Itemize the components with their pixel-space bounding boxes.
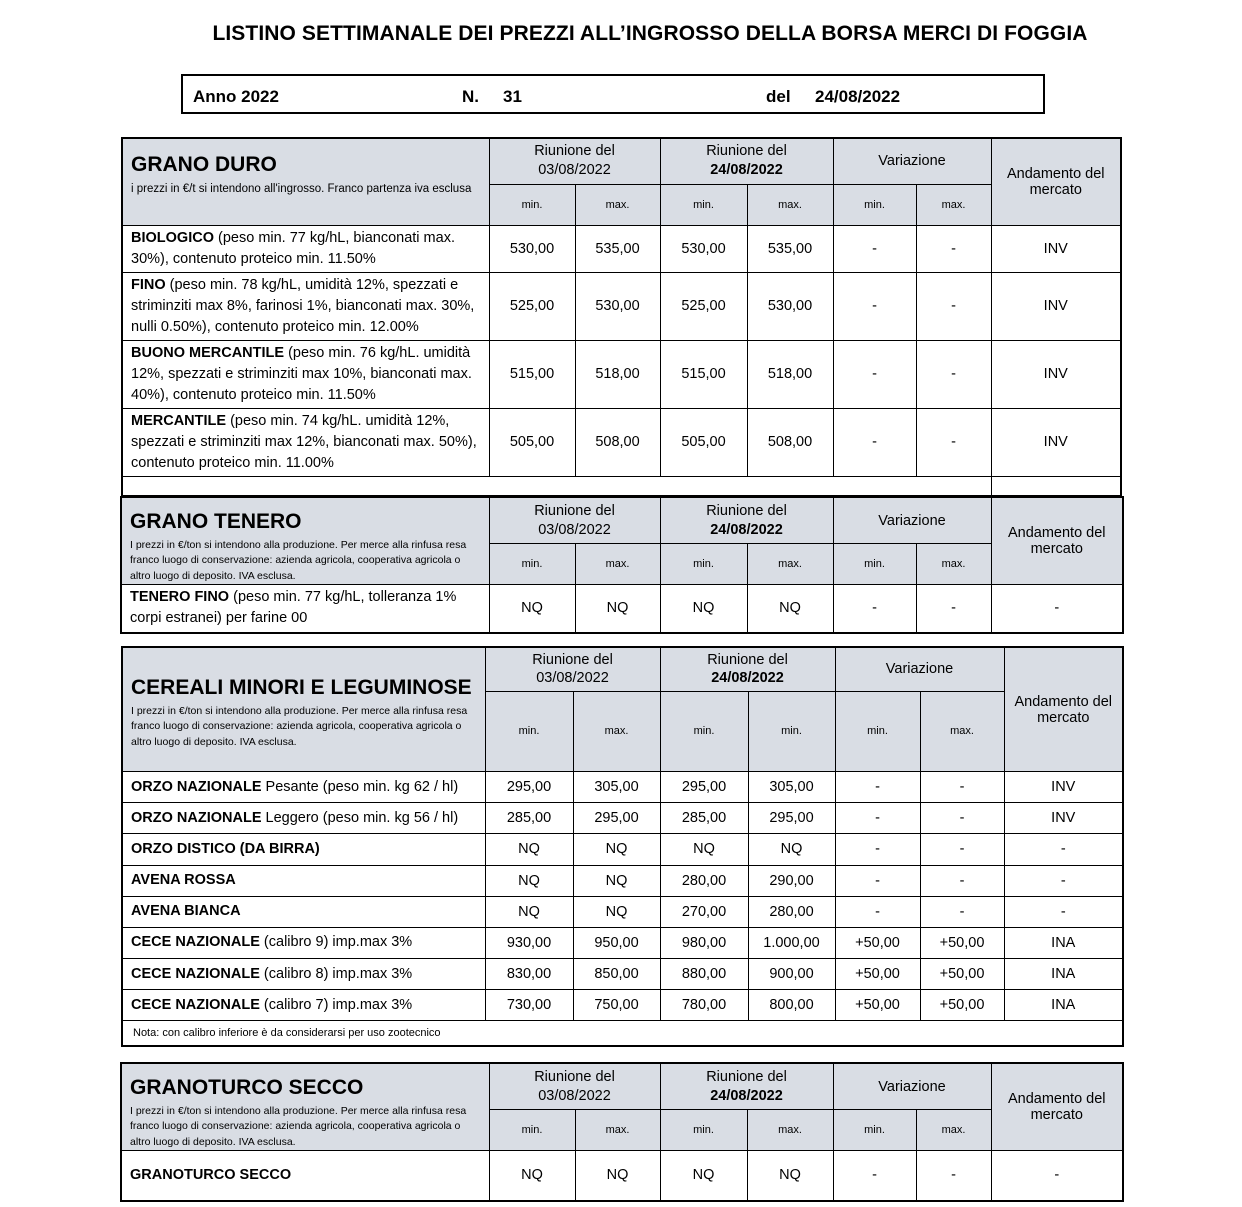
product-description bbox=[122, 803, 485, 834]
product-name: GRANOTURCO SECCO bbox=[130, 1166, 292, 1183]
prev-max-value: 530,00 bbox=[575, 272, 660, 340]
curr-max-value: NQ bbox=[747, 584, 833, 633]
variation-header: Variazione bbox=[835, 647, 1004, 691]
var-max-value: - bbox=[916, 408, 991, 476]
prev-max-value: 295,00 bbox=[573, 803, 660, 834]
curr-min-value: 515,00 bbox=[660, 340, 747, 408]
date-value: 24/08/2022 bbox=[815, 87, 901, 106]
curr-min-value: 880,00 bbox=[660, 958, 748, 989]
trend-value: INV bbox=[991, 408, 1121, 476]
max-header: max. bbox=[916, 1110, 991, 1150]
trend-value: - bbox=[991, 584, 1123, 633]
year-label: Anno 2022 bbox=[193, 87, 279, 106]
product-name: ORZO DISTICO (DA BIRRA) bbox=[131, 840, 320, 857]
product-spec: (peso min. 78 kg/hL, umidità 12%, spezzati e striminziti max 8%, farinosi 1%, bianconati max. 30%, nulli 0.50%), contenuto proteico min. 12.00% bbox=[131, 276, 475, 335]
product-spec: (peso min. 74 kg/hL. umidità 12%, spezzati e striminziti max 12%, bianconati max. 50%), contenuto proteico min. 11.00% bbox=[131, 412, 477, 471]
product-spec: (peso min. 77 kg/hL, bianconati max. 30%), contenuto proteico min. 11.50% bbox=[131, 229, 455, 267]
product-name: MERCANTILE bbox=[131, 412, 227, 429]
meeting-header-current: Riunione del 24/08/2022 bbox=[660, 138, 833, 184]
min-header: min. bbox=[660, 184, 747, 225]
trend-value: INA bbox=[1004, 927, 1123, 958]
product-spec: (calibro 9) imp.max 3% bbox=[259, 934, 413, 951]
trend-value: INV bbox=[1004, 803, 1123, 834]
product-spec: Pesante (peso min. kg 62 / hl) bbox=[261, 778, 459, 795]
curr-max-value: 800,00 bbox=[748, 990, 835, 1021]
var-min-value: +50,00 bbox=[835, 958, 920, 989]
var-min-value: +50,00 bbox=[835, 990, 920, 1021]
trend-value: - bbox=[1004, 896, 1123, 927]
trend-value: - bbox=[991, 1150, 1123, 1200]
min-header: min. bbox=[489, 1110, 575, 1150]
section-note: I prezzi in €/ton si intendono alla produzione. Per merce alla rinfusa resa franco luogo di conservazione: azienda agricola, cooperativa agricola o altro luogo di deposito. IVA esclusa. bbox=[130, 1105, 467, 1148]
var-max-value: - bbox=[916, 340, 991, 408]
var-max-value: - bbox=[920, 865, 1004, 896]
prev-max-value: NQ bbox=[573, 865, 660, 896]
meeting-header-current: Riunione del 24/08/2022 bbox=[660, 647, 835, 691]
product-name: CECE NAZIONALE bbox=[131, 965, 260, 982]
trend-value: INV bbox=[1004, 772, 1123, 803]
curr-max-value: 290,00 bbox=[748, 865, 835, 896]
prev-min-value: 530,00 bbox=[489, 225, 575, 272]
section-grano-tenero bbox=[120, 496, 1124, 634]
variation-header: Variazione bbox=[833, 497, 991, 544]
table-row bbox=[121, 584, 1123, 633]
table-row bbox=[122, 408, 1121, 476]
curr-max-value: 508,00 bbox=[747, 408, 833, 476]
var-max-value: - bbox=[920, 803, 1004, 834]
empty-row bbox=[122, 476, 1121, 496]
curr-max-value: 900,00 bbox=[748, 958, 835, 989]
prev-max-value: NQ bbox=[573, 896, 660, 927]
table-row bbox=[122, 834, 1123, 865]
variation-header: Variazione bbox=[833, 138, 991, 184]
number-label: N. bbox=[462, 87, 479, 106]
var-min-value: - bbox=[835, 865, 920, 896]
var-max-value: - bbox=[920, 896, 1004, 927]
date-label: del bbox=[766, 87, 791, 106]
table-row bbox=[122, 990, 1123, 1021]
min-header: min. bbox=[485, 691, 573, 771]
max-header: max. bbox=[575, 184, 660, 225]
table-row bbox=[121, 1150, 1123, 1200]
table-row bbox=[122, 927, 1123, 958]
curr-max-value: 530,00 bbox=[747, 272, 833, 340]
product-name: TENERO FINO bbox=[130, 589, 230, 606]
trend-value: INV bbox=[991, 225, 1121, 272]
prev-min-value: 830,00 bbox=[485, 958, 573, 989]
meeting-header-previous: Riunione del 03/08/2022 bbox=[489, 138, 660, 184]
product-description bbox=[122, 772, 485, 803]
trend-value: INA bbox=[1004, 990, 1123, 1021]
var-min-value: - bbox=[833, 272, 916, 340]
max-header: max. bbox=[747, 1110, 833, 1150]
prev-max-value: 305,00 bbox=[573, 772, 660, 803]
prev-min-value: NQ bbox=[489, 1150, 575, 1200]
prev-max-value: 850,00 bbox=[573, 958, 660, 989]
product-name: BIOLOGICO bbox=[131, 229, 214, 246]
section-granoturco-secco bbox=[120, 1062, 1124, 1202]
table-row bbox=[122, 272, 1121, 340]
trend-value: INA bbox=[1004, 958, 1123, 989]
table-row bbox=[122, 340, 1121, 408]
trend-value: - bbox=[1004, 865, 1123, 896]
table-row bbox=[122, 803, 1123, 834]
product-spec: (calibro 8) imp.max 3% bbox=[259, 965, 413, 982]
var-max-value: - bbox=[920, 772, 1004, 803]
prev-min-value: 505,00 bbox=[489, 408, 575, 476]
prev-max-value: 950,00 bbox=[573, 927, 660, 958]
var-min-value: - bbox=[833, 408, 916, 476]
product-description bbox=[121, 1150, 489, 1200]
product-description bbox=[122, 865, 485, 896]
trend-header: Andamento del mercato bbox=[991, 497, 1123, 584]
prev-min-value: NQ bbox=[485, 834, 573, 865]
prev-min-value: 930,00 bbox=[485, 927, 573, 958]
curr-max-value: 535,00 bbox=[747, 225, 833, 272]
prev-max-value: NQ bbox=[573, 834, 660, 865]
prev-min-value: NQ bbox=[489, 584, 575, 633]
page-title: LISTINO SETTIMANALE DEI PREZZI ALL’INGROSSO DELLA BORSA MERCI DI FOGGIA bbox=[212, 22, 1088, 45]
product-name: ORZO NAZIONALE bbox=[131, 778, 262, 795]
var-min-value: - bbox=[833, 340, 916, 408]
table-row bbox=[122, 958, 1123, 989]
prev-min-value: NQ bbox=[485, 896, 573, 927]
var-max-value: - bbox=[916, 1150, 991, 1200]
product-description bbox=[122, 990, 485, 1021]
var-max-value: - bbox=[916, 272, 991, 340]
var-max-value: - bbox=[920, 834, 1004, 865]
trend-value: - bbox=[1004, 834, 1123, 865]
prev-max-value: NQ bbox=[575, 584, 660, 633]
prev-max-value: 518,00 bbox=[575, 340, 660, 408]
prev-max-value: 750,00 bbox=[573, 990, 660, 1021]
product-description bbox=[122, 340, 489, 408]
max-header: max. bbox=[575, 1110, 660, 1150]
max-header: max. bbox=[575, 544, 660, 584]
trend-value: INV bbox=[991, 340, 1121, 408]
meeting-header-previous: Riunione del 03/08/2022 bbox=[485, 647, 660, 691]
trend-value: INV bbox=[991, 272, 1121, 340]
prev-min-value: NQ bbox=[485, 865, 573, 896]
section-header bbox=[121, 1063, 489, 1150]
trend-header: Andamento del mercato bbox=[991, 138, 1121, 225]
prev-min-value: 730,00 bbox=[485, 990, 573, 1021]
product-description bbox=[121, 584, 489, 633]
section-name: GRANOTURCO SECCO bbox=[130, 1076, 364, 1099]
product-spec: (peso min. 77 kg/hL, tolleranza 1% corpi estranei) per farine 00 bbox=[130, 589, 457, 627]
product-name: BUONO MERCANTILE bbox=[131, 344, 285, 361]
prev-max-value: 508,00 bbox=[575, 408, 660, 476]
product-description bbox=[122, 958, 485, 989]
variation-header: Variazione bbox=[833, 1063, 991, 1110]
max-header: max. bbox=[573, 691, 660, 771]
max-header: max. bbox=[747, 544, 833, 584]
curr-max-value: 280,00 bbox=[748, 896, 835, 927]
curr-min-value: 295,00 bbox=[660, 772, 748, 803]
section-name: CEREALI MINORI E LEGUMINOSE bbox=[131, 676, 472, 699]
var-max-value: - bbox=[916, 584, 991, 633]
var-max-value: +50,00 bbox=[920, 927, 1004, 958]
section-name: GRANO TENERO bbox=[130, 510, 302, 533]
min-header: min. bbox=[489, 544, 575, 584]
min-header: min. bbox=[835, 691, 920, 771]
curr-max-value: 1.000,00 bbox=[748, 927, 835, 958]
prev-min-value: 285,00 bbox=[485, 803, 573, 834]
number-value: 31 bbox=[503, 87, 522, 106]
curr-min-value: 530,00 bbox=[660, 225, 747, 272]
section-grano-duro bbox=[121, 137, 1122, 497]
product-name: ORZO NAZIONALE bbox=[131, 809, 262, 826]
product-name: CECE NAZIONALE bbox=[131, 934, 260, 951]
product-name: FINO bbox=[131, 276, 166, 293]
product-description bbox=[122, 896, 485, 927]
curr-min-value: 280,00 bbox=[660, 865, 748, 896]
min-header: min. bbox=[833, 1110, 916, 1150]
curr-max-value: 295,00 bbox=[748, 803, 835, 834]
table-row bbox=[122, 772, 1123, 803]
prev-min-value: 525,00 bbox=[489, 272, 575, 340]
prev-min-value: 515,00 bbox=[489, 340, 575, 408]
curr-min-value: NQ bbox=[660, 584, 747, 633]
product-name: AVENA ROSSA bbox=[131, 872, 236, 889]
footnote: Nota: con calibro inferiore è da considerarsi per uso zootecnico bbox=[122, 1021, 1123, 1046]
prev-min-value: 295,00 bbox=[485, 772, 573, 803]
var-min-value: - bbox=[835, 772, 920, 803]
var-max-value: - bbox=[916, 225, 991, 272]
max-header: max. bbox=[747, 184, 833, 225]
section-note: I prezzi in €/ton si intendono alla produzione. Per merce alla rinfusa resa franco luogo di conservazione: azienda agricola, cooperativa agricola o altro luogo di deposito. IVA esclusa. bbox=[131, 705, 468, 748]
var-max-value: +50,00 bbox=[920, 990, 1004, 1021]
curr-min-value: 505,00 bbox=[660, 408, 747, 476]
section-note: i prezzi in €/t si intendono all'ingrosso. Franco partenza iva esclusa bbox=[131, 183, 472, 196]
section-name: GRANO DURO bbox=[131, 153, 277, 176]
max-header: max. bbox=[916, 544, 991, 584]
bulletin-info-box bbox=[181, 74, 1045, 114]
curr-max-value: 518,00 bbox=[747, 340, 833, 408]
table-row bbox=[122, 865, 1123, 896]
curr-min-value: 270,00 bbox=[660, 896, 748, 927]
min-header: min. bbox=[833, 544, 916, 584]
meeting-header-previous: Riunione del 03/08/2022 bbox=[489, 497, 660, 544]
var-min-value: - bbox=[835, 803, 920, 834]
meeting-header-current: Riunione del 24/08/2022 bbox=[660, 497, 833, 544]
trend-header: Andamento del mercato bbox=[1004, 647, 1123, 772]
var-min-value: - bbox=[835, 896, 920, 927]
product-description bbox=[122, 408, 489, 476]
min-header: min. bbox=[660, 544, 747, 584]
curr-min-value: NQ bbox=[660, 1150, 747, 1200]
curr-min-value: 980,00 bbox=[660, 927, 748, 958]
section-cereali-minori bbox=[121, 646, 1124, 1047]
min-header: min. bbox=[660, 691, 748, 771]
section-header bbox=[122, 138, 489, 225]
curr-min-value: 780,00 bbox=[660, 990, 748, 1021]
curr-max-value: NQ bbox=[748, 834, 835, 865]
curr-min-value: 525,00 bbox=[660, 272, 747, 340]
product-name: AVENA BIANCA bbox=[131, 903, 241, 920]
curr-max-value: NQ bbox=[747, 1150, 833, 1200]
table-row bbox=[122, 225, 1121, 272]
max-header: max. bbox=[916, 184, 991, 225]
curr-min-value: NQ bbox=[660, 834, 748, 865]
product-description bbox=[122, 834, 485, 865]
var-max-value: +50,00 bbox=[920, 958, 1004, 989]
var-min-value: - bbox=[833, 225, 916, 272]
section-header bbox=[122, 647, 485, 772]
min-header: min. bbox=[660, 1110, 747, 1150]
product-spec: (peso min. 76 kg/hL. umidità 12%, spezzati e striminziti max 10%, bianconati max. 40%), contenuto proteico min. 11.50% bbox=[131, 344, 472, 403]
min-header: min. bbox=[833, 184, 916, 225]
curr-max-value: 305,00 bbox=[748, 772, 835, 803]
meeting-header-previous: Riunione del 03/08/2022 bbox=[489, 1063, 660, 1110]
product-spec: Leggero (peso min. kg 56 / hl) bbox=[261, 809, 459, 826]
var-min-value: - bbox=[833, 1150, 916, 1200]
curr-min-value: 285,00 bbox=[660, 803, 748, 834]
max-header: max. bbox=[920, 691, 1004, 771]
min-header: min. bbox=[748, 691, 835, 771]
section-note: I prezzi in €/ton si intendono alla produzione. Per merce alla rinfusa resa franco luogo di conservazione: azienda agricola, cooperativa agricola o altro luogo di deposito. IVA esclusa. bbox=[130, 539, 467, 582]
product-description bbox=[122, 927, 485, 958]
product-spec: (calibro 7) imp.max 3% bbox=[259, 996, 413, 1013]
product-name: CECE NAZIONALE bbox=[131, 996, 260, 1013]
product-description bbox=[122, 225, 489, 272]
var-min-value: - bbox=[833, 584, 916, 633]
table-row bbox=[122, 896, 1123, 927]
meeting-header-current: Riunione del 24/08/2022 bbox=[660, 1063, 833, 1110]
var-min-value: - bbox=[835, 834, 920, 865]
section-header bbox=[121, 497, 489, 584]
prev-max-value: NQ bbox=[575, 1150, 660, 1200]
trend-header: Andamento del mercato bbox=[991, 1063, 1123, 1150]
prev-max-value: 535,00 bbox=[575, 225, 660, 272]
var-min-value: +50,00 bbox=[835, 927, 920, 958]
min-header: min. bbox=[489, 184, 575, 225]
product-description bbox=[122, 272, 489, 340]
